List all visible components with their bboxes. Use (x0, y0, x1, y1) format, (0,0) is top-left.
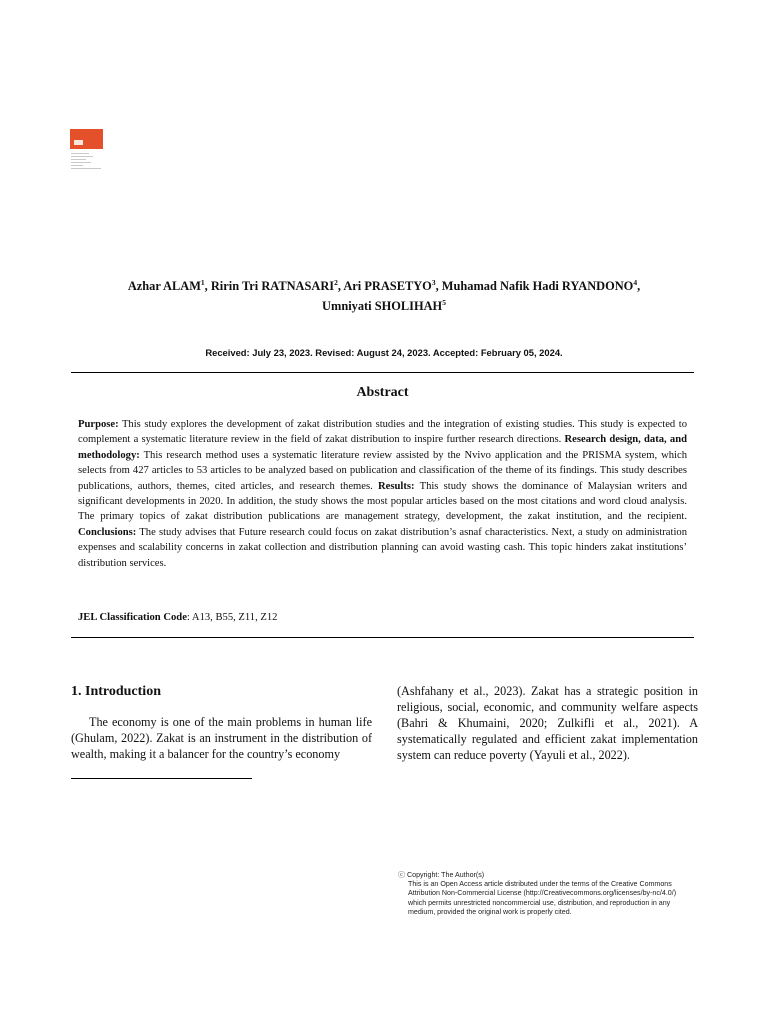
purpose-label: Purpose: (78, 419, 119, 430)
journal-logo-icon (70, 129, 103, 171)
abstract-heading: Abstract (356, 385, 409, 400)
author: Azhar ALAM$^1$, (127, 277, 211, 293)
author: Ririn Tri RATNASARI$^2$, (210, 277, 344, 293)
footnote-rule (71, 778, 252, 779)
author: Umniyati SHOLIHAH$^5$ (322, 297, 446, 313)
right-column: (Ashfahany et al., 2023). Zakat has a strategic position in religious, social, economic, and community welfare aspects (Bahri & Khumaini, 2020; Zulkifli et al., 2021). A systematically regulated and efficient zakat implementation system can reduce poverty (Yayuli et al., 2022). (397, 684, 698, 762)
results-label: Results: (378, 480, 415, 492)
author-list (60, 276, 708, 316)
author: Ari PRASETYO$^3$, (343, 277, 442, 293)
abstract-body: Purpose: This study explores the development of zakat distribution studies and the integration of existing studies. This study is expected to complement a systematic literature review in the field of zakat distribution to inspire further research directions. Research design, data, and methodology: This research method uses a systematic literature review assisted by the Nvivo application and the PRISMA system, which selects from 427 articles to 53 articles to be analyzed based on publication and classification of the theme of its findings. This study describes publications, authors, themes, cited articles, and research themes. Results: This study shows the dominance of Malaysian writers and significant developments in 2020. In addition, the study shows the most popular articles based on the most citations and word cloud analysis. The primary topics of zakat distribution publications are management strategy, development, the zakat institution, and the recipient. Conclusions: The study advises that Future research could focus on zakat distribution’s asnaf characteristics. Next, a study on administration expenses and scalability concerns in zakat collection and distribution planning can avoid wasting cash. This topic hinders zakat institutions’ distribution services. (78, 419, 688, 569)
section-heading: 1. Introduction (71, 684, 161, 699)
left-column (71, 684, 372, 762)
jel-classification: JEL Classification Code: A13, B55, Z11, Z12 (78, 612, 278, 623)
copyright-icon: ⓒ (398, 872, 405, 879)
divider (71, 637, 694, 638)
body-paragraph: The economy is one of the main problems in human life (Ghulam, 2022). Zakat is an instrument in the distribution of wealth, making it a balancer for the country’s economy (71, 715, 372, 761)
divider (71, 372, 694, 373)
design-label: Research design, data, and methodology: (78, 434, 687, 461)
conclusions-label: Conclusions: (78, 526, 137, 538)
article-dates: Received: July 23, 2023. Revised: August 24, 2023. Accepted: February 05, 2024. (205, 347, 563, 358)
license-notice: ⓒ Copyright: The Author(s) This is an Open Access article distributed under the terms of the Creative Commons Attribution Non-Commercial License (http://Creativecommons.org/licenses/by-nc/4.0/) which permits unrestricted noncommercial use, distribution, and reproduction in any medium, provided the original work is properly cited. (398, 871, 677, 916)
author: Muhamad Nafik Hadi RYANDONO$^4$, (441, 277, 641, 293)
